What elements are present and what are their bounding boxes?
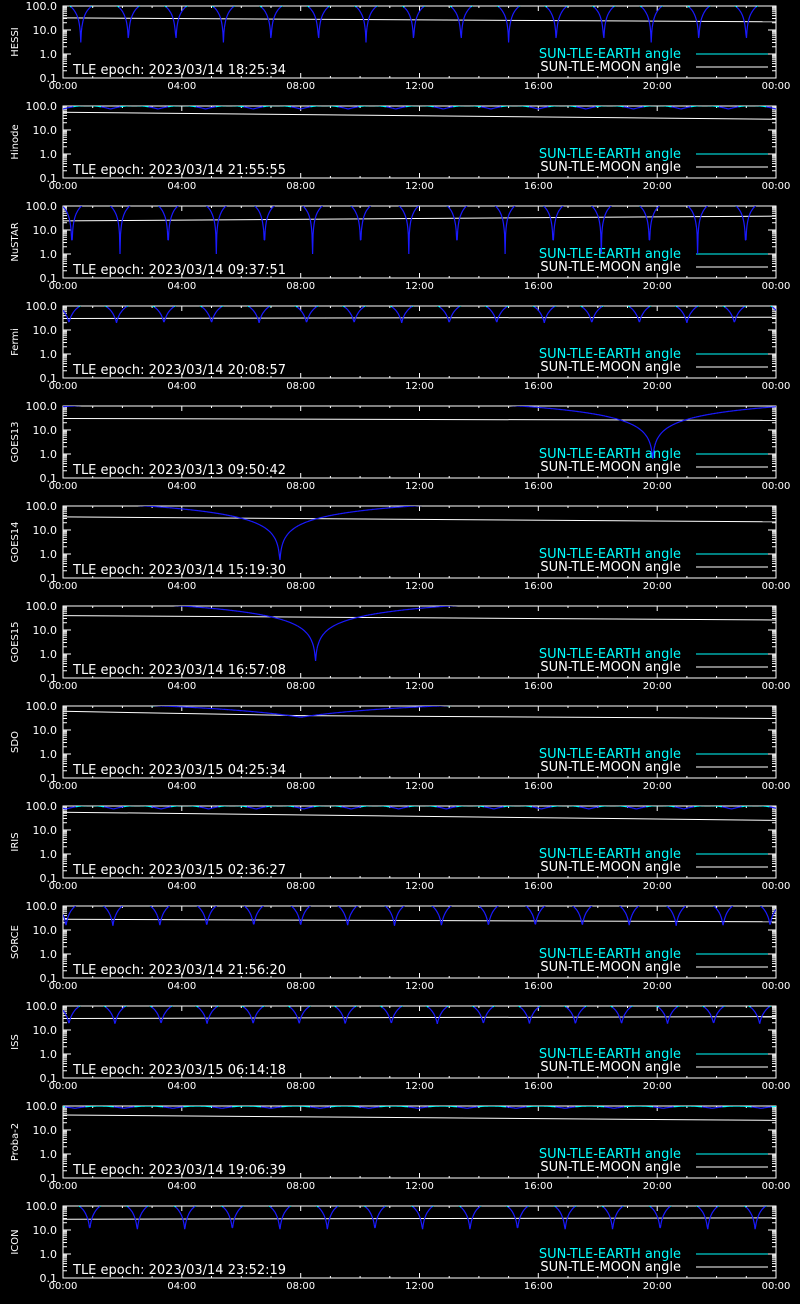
tle-epoch-label: TLE epoch: 2023/03/14 09:37:51 [73, 263, 287, 278]
x-tick-label: 12:00 [405, 181, 434, 192]
panel-goes14 [10, 500, 790, 592]
x-tick-label: 16:00 [523, 81, 553, 92]
x-tick-label: 16:00 [523, 381, 553, 392]
series-earth-angle-low [170, 605, 462, 661]
panel-label: GOES14 [10, 521, 21, 563]
legend-earth-label: SUN-TLE-EARTH angle [538, 1047, 681, 1062]
legend-moon-label: SUN-TLE-MOON angle [540, 660, 681, 675]
y-tick-label: 100.0 [25, 900, 57, 913]
y-tick-label: 100.0 [25, 0, 57, 13]
x-tick-label: 20:00 [642, 981, 672, 992]
tle-epoch-label: TLE epoch: 2023/03/14 19:06:39 [73, 1163, 287, 1178]
y-tick-label: 1.0 [39, 548, 57, 561]
panel-label: NuSTAR [10, 222, 21, 262]
legend-earth-label: SUN-TLE-EARTH angle [538, 647, 681, 662]
x-tick-label: 00:00 [48, 481, 78, 492]
series-moon-angle [63, 711, 776, 718]
x-tick-label: 08:00 [286, 581, 316, 592]
x-tick-label: 08:00 [286, 1181, 316, 1192]
panel-label: GOES15 [10, 621, 21, 663]
panel-label: IRIS [10, 832, 21, 852]
x-tick-label: 12:00 [405, 581, 434, 592]
tle-epoch-label: TLE epoch: 2023/03/14 16:57:08 [73, 663, 287, 678]
x-tick-label: 00:00 [48, 981, 78, 992]
y-tick-label: 1.0 [39, 648, 57, 661]
x-tick-label: 20:00 [642, 1181, 672, 1192]
x-tick-label: 08:00 [286, 81, 316, 92]
x-tick-label: 00:00 [48, 1181, 78, 1192]
x-tick-label: 12:00 [405, 481, 434, 492]
x-tick-label: 04:00 [167, 381, 197, 392]
tle-epoch-label: TLE epoch: 2023/03/14 21:56:20 [73, 963, 287, 978]
x-tick-label: 16:00 [523, 1081, 553, 1092]
y-tick-label: 100.0 [25, 700, 57, 713]
x-tick-label: 00:00 [48, 881, 78, 892]
x-tick-label: 16:00 [523, 481, 553, 492]
x-tick-label: 00:00 [48, 681, 78, 692]
tle-epoch-label: TLE epoch: 2023/03/15 06:14:18 [73, 1063, 287, 1078]
series-earth-angle-low [65, 1107, 771, 1109]
y-tick-label: 10.0 [32, 24, 57, 37]
x-tick-label: 04:00 [167, 1081, 197, 1092]
y-tick-label: 0.1 [39, 1272, 57, 1285]
series-earth-angle [63, 600, 776, 605]
x-tick-label: 08:00 [286, 281, 316, 292]
y-tick-label: 1.0 [39, 1248, 57, 1261]
x-tick-label: 20:00 [642, 681, 672, 692]
panel-label: GOES13 [10, 421, 21, 463]
x-tick-label: 00:00 [48, 1281, 78, 1292]
y-tick-label: 0.1 [39, 72, 57, 85]
x-tick-label: 00:00 [48, 281, 78, 292]
x-tick-label: 00:00 [761, 481, 791, 492]
x-tick-label: 08:00 [286, 1081, 316, 1092]
y-tick-label: 0.1 [39, 1172, 57, 1185]
panel-iris [10, 800, 790, 892]
panel-sdo [10, 700, 790, 792]
x-tick-label: 00:00 [761, 1281, 791, 1292]
x-tick-label: 04:00 [167, 481, 197, 492]
y-tick-label: 1.0 [39, 148, 57, 161]
legend-earth-label: SUN-TLE-EARTH angle [538, 1247, 681, 1262]
panel-hinode [10, 100, 790, 192]
x-tick-label: 04:00 [167, 781, 197, 792]
y-tick-label: 100.0 [25, 1000, 57, 1013]
x-tick-label: 00:00 [761, 381, 791, 392]
x-tick-label: 20:00 [642, 881, 672, 892]
x-tick-label: 12:00 [405, 681, 434, 692]
panel-goes15 [10, 600, 790, 692]
x-tick-label: 00:00 [48, 581, 78, 592]
series-earth-angle [86, 400, 507, 405]
x-tick-label: 08:00 [286, 181, 316, 192]
x-tick-label: 20:00 [642, 1081, 672, 1092]
series-earth-angle [63, 702, 776, 706]
x-tick-label: 12:00 [405, 381, 434, 392]
y-tick-label: 100.0 [25, 800, 57, 813]
y-tick-label: 100.0 [25, 1200, 57, 1213]
x-tick-label: 00:00 [48, 1081, 78, 1092]
series-moon-angle [63, 18, 776, 22]
x-tick-label: 08:00 [286, 481, 316, 492]
x-tick-label: 16:00 [523, 1181, 553, 1192]
x-tick-label: 04:00 [167, 281, 197, 292]
series-moon-angle [63, 616, 776, 620]
y-tick-label: 0.1 [39, 172, 57, 185]
x-tick-label: 04:00 [167, 1281, 197, 1292]
x-tick-label: 12:00 [405, 981, 434, 992]
tle-epoch-label: TLE epoch: 2023/03/14 18:25:34 [73, 63, 287, 78]
y-tick-label: 10.0 [32, 1024, 57, 1037]
series-moon-angle [63, 317, 776, 318]
y-tick-label: 100.0 [25, 500, 57, 513]
panel-label: ISS [10, 1034, 21, 1050]
legend-moon-label: SUN-TLE-MOON angle [540, 1160, 681, 1175]
legend-moon-label: SUN-TLE-MOON angle [540, 960, 681, 975]
y-tick-label: 10.0 [32, 724, 57, 737]
y-tick-label: 100.0 [25, 400, 57, 413]
legend-moon-label: SUN-TLE-MOON angle [540, 60, 681, 75]
y-tick-label: 0.1 [39, 572, 57, 585]
x-tick-label: 08:00 [286, 1281, 316, 1292]
y-tick-label: 0.1 [39, 472, 57, 485]
legend-moon-label: SUN-TLE-MOON angle [540, 860, 681, 875]
series-moon-angle [63, 419, 776, 421]
series-earth-angle-low [63, 1007, 769, 1024]
legend-earth-label: SUN-TLE-EARTH angle [538, 547, 681, 562]
x-tick-label: 20:00 [642, 281, 672, 292]
panel-label: Hinode [10, 124, 21, 160]
series-moon-angle [63, 517, 776, 522]
x-tick-label: 04:00 [167, 981, 197, 992]
legend-earth-label: SUN-TLE-EARTH angle [538, 247, 681, 262]
panel-goes13 [10, 400, 790, 492]
x-tick-label: 12:00 [405, 881, 434, 892]
panel-fermi [10, 300, 790, 392]
x-tick-label: 08:00 [286, 381, 316, 392]
x-tick-label: 08:00 [286, 781, 316, 792]
y-tick-label: 100.0 [25, 300, 57, 313]
x-tick-label: 12:00 [405, 1181, 434, 1192]
series-earth-angle [82, 201, 776, 207]
x-tick-label: 16:00 [523, 981, 553, 992]
tle-epoch-label: TLE epoch: 2023/03/14 21:55:55 [73, 163, 287, 178]
tle-epoch-label: TLE epoch: 2023/03/14 23:52:19 [73, 1263, 287, 1278]
x-tick-label: 16:00 [523, 781, 553, 792]
y-tick-label: 10.0 [32, 1124, 57, 1137]
panel-label: ICON [10, 1229, 21, 1255]
x-tick-label: 12:00 [405, 1281, 434, 1292]
series-earth-angle [63, 500, 776, 505]
y-tick-label: 10.0 [32, 424, 57, 437]
legend-earth-label: SUN-TLE-EARTH angle [538, 947, 681, 962]
x-tick-label: 00:00 [48, 381, 78, 392]
legend-moon-label: SUN-TLE-MOON angle [540, 360, 681, 375]
legend-moon-label: SUN-TLE-MOON angle [540, 1260, 681, 1275]
x-tick-label: 16:00 [523, 181, 553, 192]
panel-iss [10, 1000, 790, 1092]
series-moon-angle [63, 112, 776, 119]
y-tick-label: 0.1 [39, 972, 57, 985]
y-tick-label: 10.0 [32, 224, 57, 237]
series-earth-angle-low [80, 1206, 765, 1229]
panel-label: SORCE [10, 925, 21, 959]
x-tick-label: 00:00 [761, 81, 791, 92]
panel-sorce [10, 900, 790, 992]
tle-epoch-label: TLE epoch: 2023/03/13 09:50:42 [73, 463, 287, 478]
panel-label: Fermi [10, 328, 21, 356]
y-tick-label: 10.0 [32, 1224, 57, 1237]
legend-earth-label: SUN-TLE-EARTH angle [538, 747, 681, 762]
legend-earth-label: SUN-TLE-EARTH angle [538, 447, 681, 462]
series-earth-angle-low [71, 7, 756, 43]
legend-earth-label: SUN-TLE-EARTH angle [538, 1147, 681, 1162]
legend-moon-label: SUN-TLE-MOON angle [540, 160, 681, 175]
x-tick-label: 08:00 [286, 881, 316, 892]
tle-epoch-label: TLE epoch: 2023/03/15 04:25:34 [73, 763, 287, 778]
x-tick-label: 20:00 [642, 181, 672, 192]
x-tick-label: 04:00 [167, 181, 197, 192]
x-tick-label: 12:00 [405, 781, 434, 792]
y-tick-label: 10.0 [32, 324, 57, 337]
y-tick-label: 1.0 [39, 48, 57, 61]
series-earth-angle [76, 901, 761, 906]
panel-icon [10, 1200, 790, 1292]
y-tick-label: 100.0 [25, 200, 57, 213]
x-tick-label: 04:00 [167, 1181, 197, 1192]
legend-moon-label: SUN-TLE-MOON angle [540, 760, 681, 775]
panel-proba-2 [10, 1100, 790, 1192]
x-tick-label: 20:00 [642, 481, 672, 492]
x-tick-label: 20:00 [642, 81, 672, 92]
y-tick-label: 100.0 [25, 600, 57, 613]
y-tick-label: 0.1 [39, 772, 57, 785]
x-tick-label: 00:00 [761, 981, 791, 992]
y-tick-label: 1.0 [39, 748, 57, 761]
x-tick-label: 00:00 [761, 1181, 791, 1192]
x-tick-label: 00:00 [761, 581, 791, 592]
y-tick-label: 10.0 [32, 124, 57, 137]
y-tick-label: 0.1 [39, 1072, 57, 1085]
y-tick-label: 0.1 [39, 672, 57, 685]
y-tick-label: 0.1 [39, 872, 57, 885]
x-tick-label: 00:00 [761, 281, 791, 292]
y-tick-label: 0.1 [39, 372, 57, 385]
x-tick-label: 16:00 [523, 681, 553, 692]
panel-label: SDO [10, 731, 21, 753]
x-tick-label: 04:00 [167, 81, 197, 92]
x-tick-label: 20:00 [642, 581, 672, 592]
panel-nustar [10, 200, 790, 292]
x-tick-label: 16:00 [523, 281, 553, 292]
tle-epoch-label: TLE epoch: 2023/03/15 02:36:27 [73, 863, 287, 878]
y-tick-label: 10.0 [32, 924, 57, 937]
x-tick-label: 00:00 [761, 781, 791, 792]
x-tick-label: 08:00 [286, 981, 316, 992]
legend-earth-label: SUN-TLE-EARTH angle [538, 147, 681, 162]
legend-moon-label: SUN-TLE-MOON angle [540, 1060, 681, 1075]
legend-earth-label: SUN-TLE-EARTH angle [538, 347, 681, 362]
series-moon-angle [63, 812, 776, 820]
legend-moon-label: SUN-TLE-MOON angle [540, 460, 681, 475]
x-tick-label: 04:00 [167, 681, 197, 692]
y-tick-label: 10.0 [32, 524, 57, 537]
y-tick-label: 1.0 [39, 348, 57, 361]
x-tick-label: 04:00 [167, 881, 197, 892]
y-tick-label: 1.0 [39, 948, 57, 961]
x-tick-label: 00:00 [761, 881, 791, 892]
panel-label: Proba-2 [10, 1122, 21, 1162]
y-tick-label: 0.1 [39, 272, 57, 285]
panel-label: HESSI [10, 27, 21, 57]
x-tick-label: 00:00 [761, 681, 791, 692]
y-tick-label: 10.0 [32, 624, 57, 637]
series-moon-angle [63, 919, 776, 922]
x-tick-label: 12:00 [405, 281, 434, 292]
x-tick-label: 20:00 [642, 781, 672, 792]
legend-earth-label: SUN-TLE-EARTH angle [538, 47, 681, 62]
legend-moon-label: SUN-TLE-MOON angle [540, 560, 681, 575]
x-tick-label: 16:00 [523, 1281, 553, 1292]
legend-earth-label: SUN-TLE-EARTH angle [538, 847, 681, 862]
tle-epoch-label: TLE epoch: 2023/03/14 20:08:57 [73, 363, 287, 378]
x-tick-label: 00:00 [761, 181, 791, 192]
y-tick-label: 1.0 [39, 1048, 57, 1061]
y-tick-label: 1.0 [39, 1148, 57, 1161]
y-tick-label: 1.0 [39, 448, 57, 461]
x-tick-label: 00:00 [48, 781, 78, 792]
y-tick-label: 1.0 [39, 248, 57, 261]
x-tick-label: 00:00 [48, 81, 78, 92]
y-tick-label: 100.0 [25, 100, 57, 113]
x-tick-label: 20:00 [642, 1281, 672, 1292]
x-tick-label: 08:00 [286, 681, 316, 692]
x-tick-label: 04:00 [167, 581, 197, 592]
series-earth-angle-low [134, 505, 426, 560]
x-tick-label: 12:00 [405, 81, 434, 92]
y-tick-label: 1.0 [39, 848, 57, 861]
x-tick-label: 12:00 [405, 1081, 434, 1092]
legend-moon-label: SUN-TLE-MOON angle [540, 260, 681, 275]
y-tick-label: 10.0 [32, 824, 57, 837]
x-tick-label: 00:00 [48, 181, 78, 192]
tle-epoch-label: TLE epoch: 2023/03/14 15:19:30 [73, 563, 287, 578]
series-earth-angle [79, 1003, 776, 1008]
y-tick-label: 100.0 [25, 1100, 57, 1113]
x-tick-label: 20:00 [642, 381, 672, 392]
series-moon-angle [63, 1115, 776, 1120]
x-tick-label: 16:00 [523, 581, 553, 592]
x-tick-label: 00:00 [761, 1081, 791, 1092]
panel-hessi [10, 0, 790, 92]
x-tick-label: 16:00 [523, 881, 553, 892]
